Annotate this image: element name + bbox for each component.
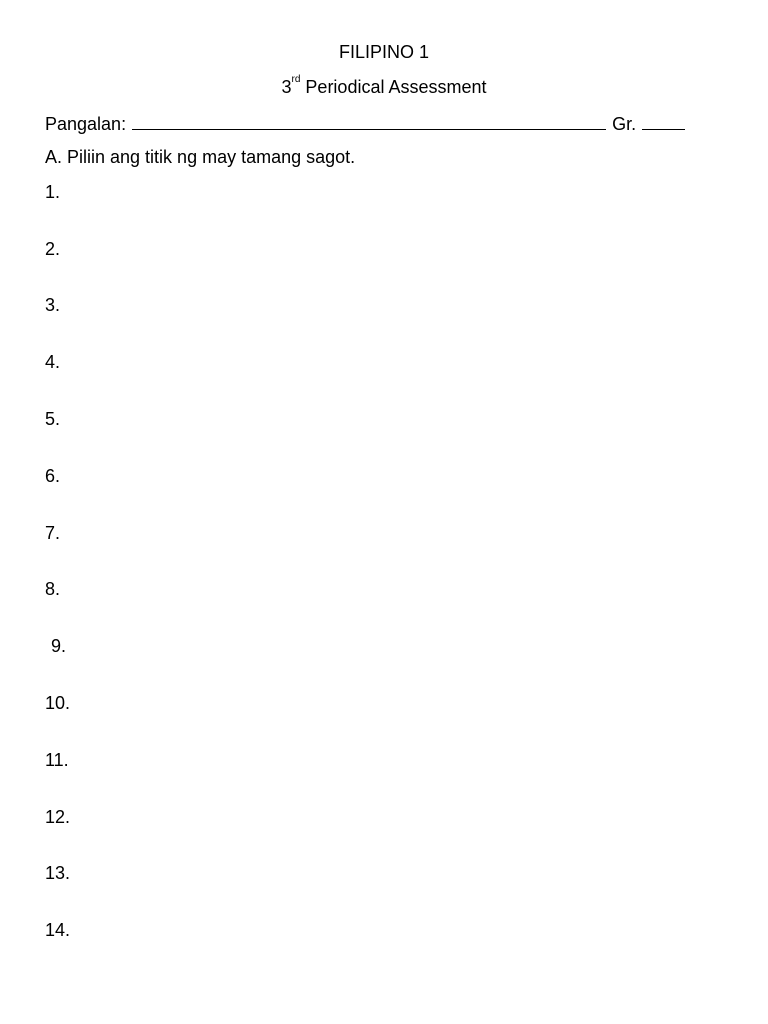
item-number: 1. xyxy=(45,182,61,202)
name-label: Pangalan: xyxy=(45,114,127,134)
item-number: 3. xyxy=(45,295,61,315)
item-number: 12. xyxy=(45,807,71,827)
item-number: 13. xyxy=(45,863,71,883)
assessment-label: Periodical Assessment xyxy=(305,77,487,97)
item-number: 7. xyxy=(45,523,61,543)
assessment-title xyxy=(0,76,768,98)
grade-blank[interactable] xyxy=(642,112,685,130)
student-info-line xyxy=(45,112,685,135)
grade-label: Gr. xyxy=(612,114,637,134)
item-number: 8. xyxy=(45,579,61,599)
item-number: 14. xyxy=(45,920,71,940)
section-a-instruction: A. Piliin ang titik ng may tamang sagot. xyxy=(45,147,356,167)
item-number: 10. xyxy=(45,693,71,713)
name-blank[interactable] xyxy=(132,112,606,130)
item-number: 2. xyxy=(45,239,61,259)
item-number: 9. xyxy=(51,636,67,656)
period-suffix: rd xyxy=(291,74,301,85)
item-number: 6. xyxy=(45,466,61,486)
item-number: 4. xyxy=(45,352,61,372)
period-number: 3 xyxy=(281,77,292,97)
subject-title: FILIPINO 1 xyxy=(338,42,430,62)
item-number: 11. xyxy=(45,750,69,770)
item-number: 5. xyxy=(45,409,61,429)
